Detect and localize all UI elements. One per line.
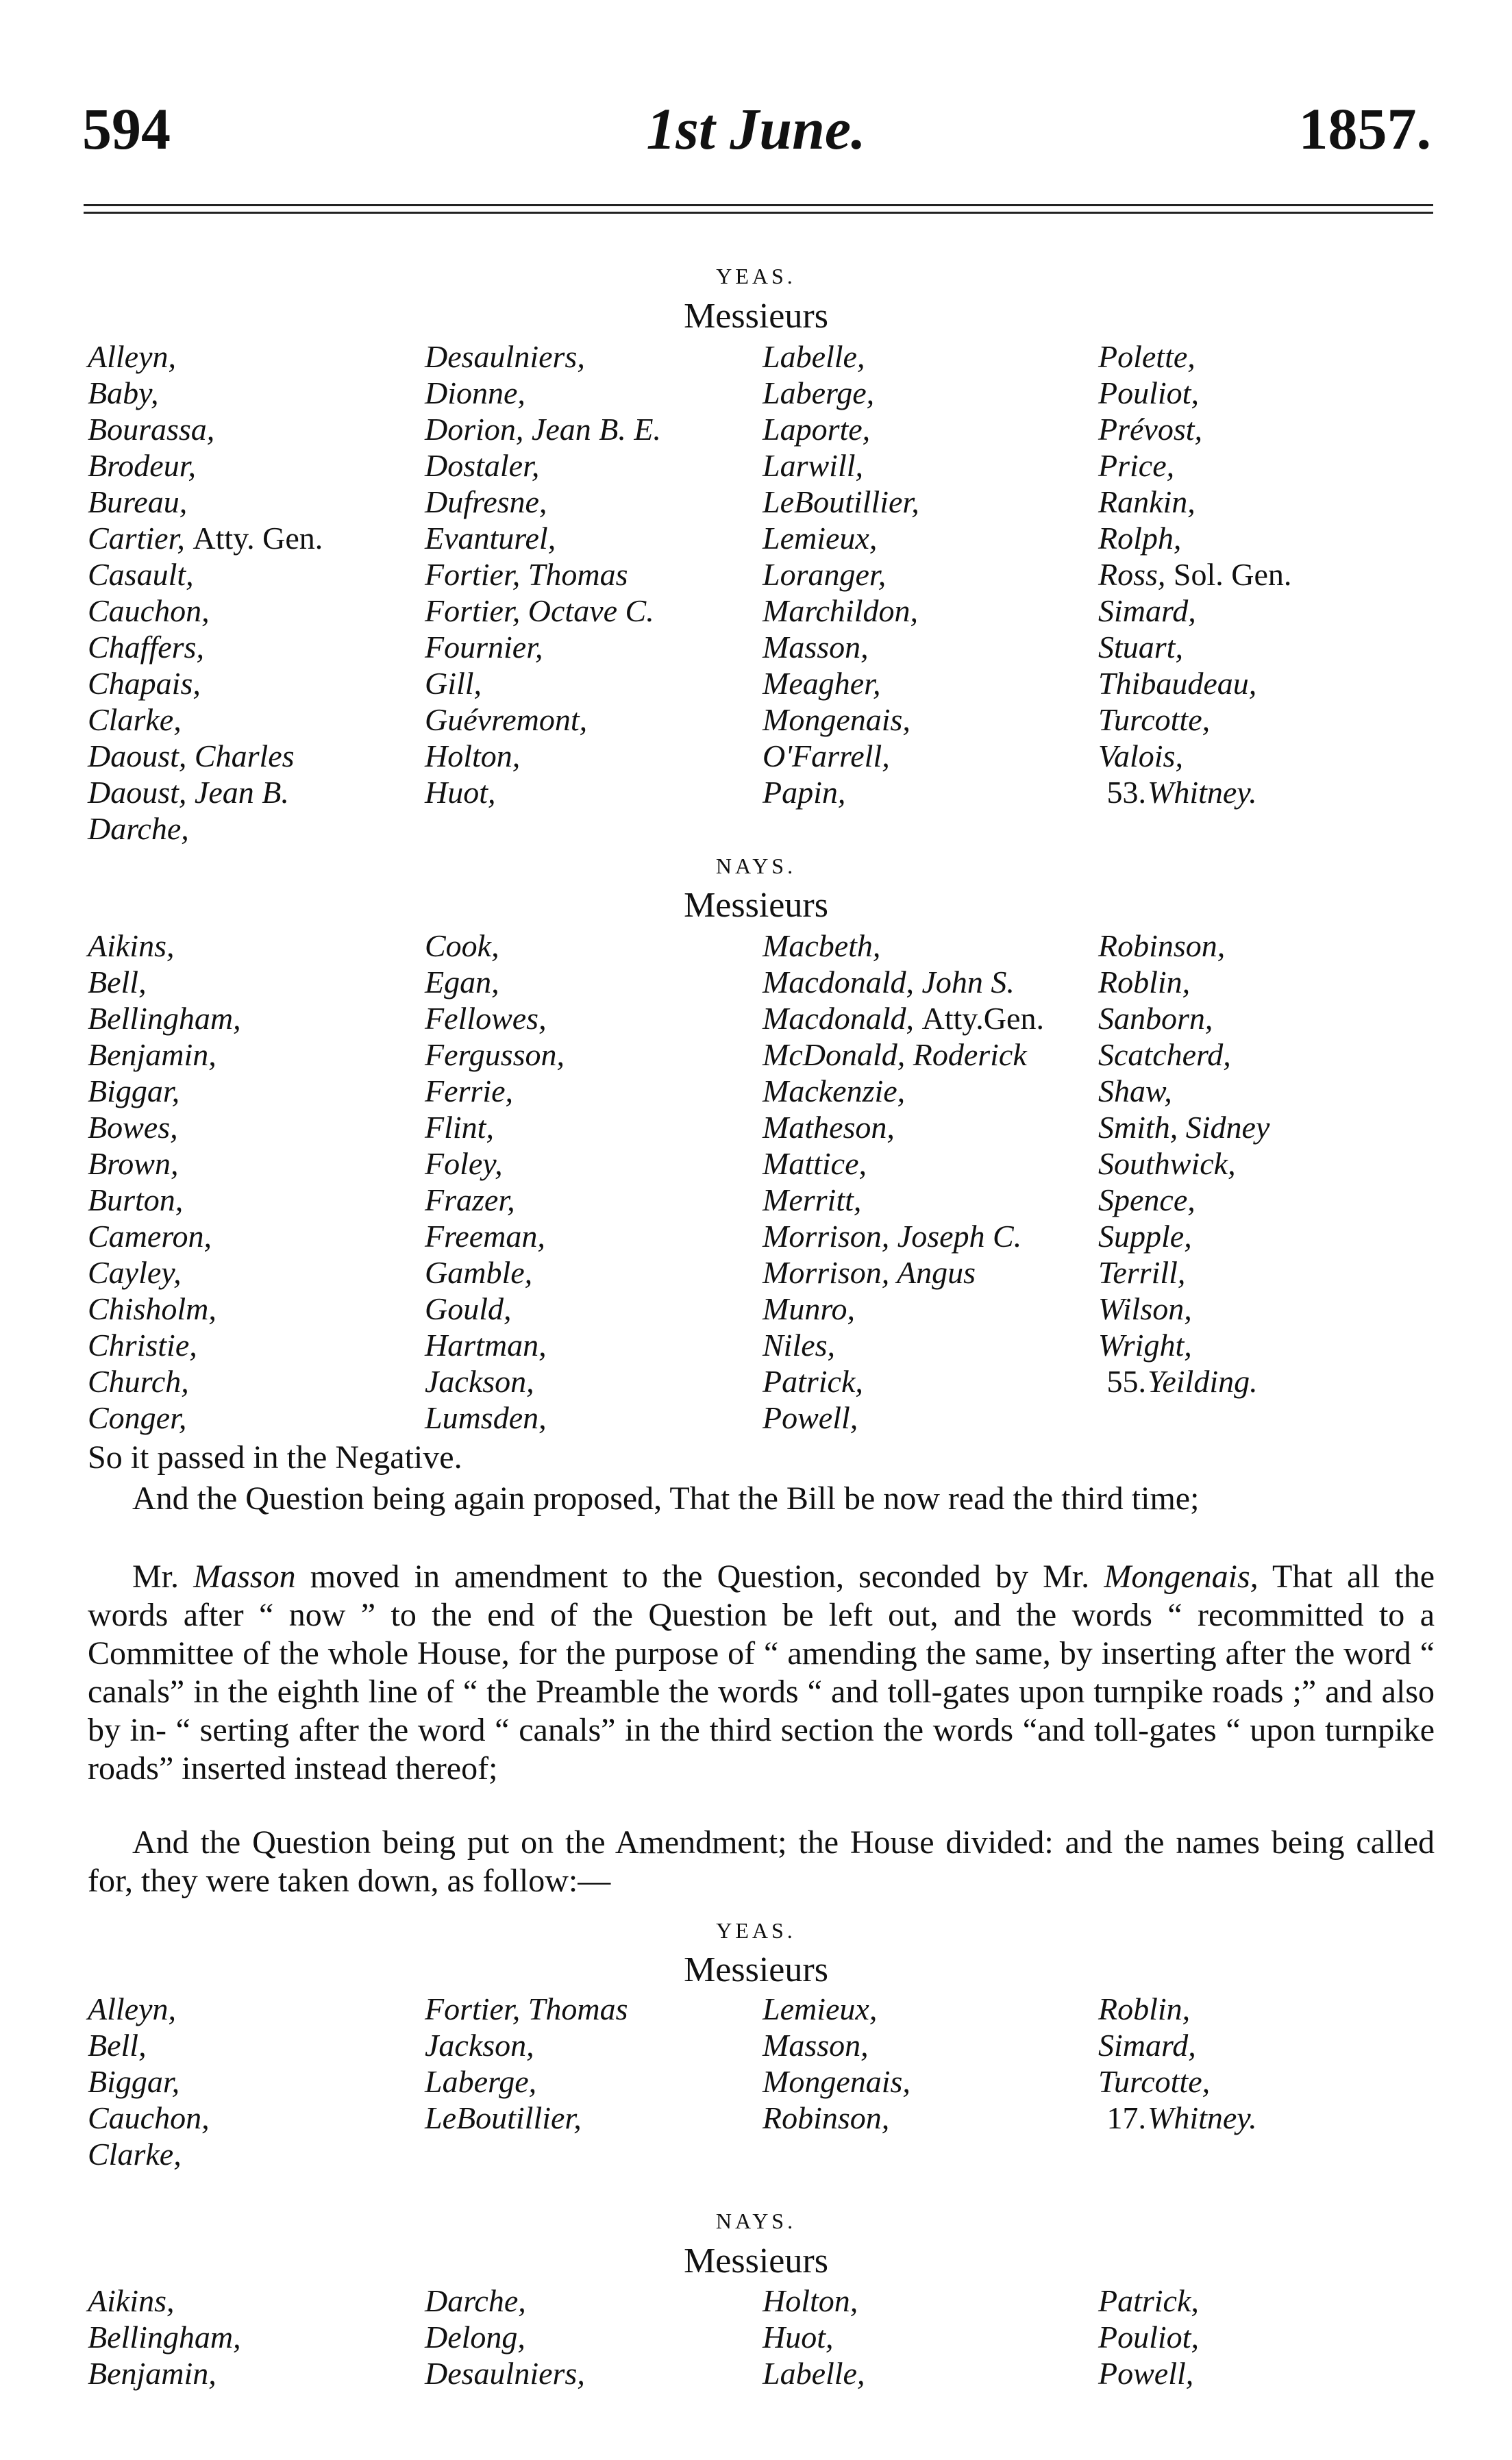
member-name: Turcotte, xyxy=(1098,702,1211,737)
member-name: 53.Whitney. xyxy=(1098,774,1291,810)
member-name: Thibaudeau, xyxy=(1098,666,1257,701)
member-name: Price, xyxy=(1098,448,1175,483)
vote-count: 53. xyxy=(1106,775,1146,810)
member-name: Laberge, xyxy=(763,375,875,410)
member-name: Roblin, xyxy=(1098,965,1191,999)
amendment-paragraph: Mr. Masson moved in amendment to the Question, seconded by Mr. Mongenais, That all the words after “ now ” to the end of the Question be left out, and the words “ recommitted to a Committee of the whole House, for the purpose of “ amending the same, by inserting after the word “ canals” in the eighth line of “ the Preamble the words “ and toll-gates upon turnpike roads ;” and also by in- “ serting after the word “ canals” in the third section the words “and toll-gates “ upon turnpike roads” inserted instead thereof; xyxy=(88,1558,1435,1787)
member-name: Masson, xyxy=(763,2028,869,2063)
member-name: Gamble, xyxy=(425,1255,533,1290)
member-name: Freeman, xyxy=(425,1219,545,1254)
member-name: Bowes, xyxy=(88,1110,178,1145)
member-name: Morrison, Joseph C. xyxy=(763,1219,1022,1254)
member-name: Labelle, xyxy=(763,339,865,374)
member-name: Macdonald, Atty.Gen. xyxy=(763,1001,1044,1036)
member-name: Cameron, xyxy=(88,1219,212,1254)
yeas-label: YEAS. xyxy=(716,1918,796,1943)
member-name: Mackenzie, xyxy=(763,1073,906,1108)
member-name: Daoust, Charles xyxy=(88,738,295,773)
member-name: Lemieux, xyxy=(763,521,878,556)
nays-label: NAYS. xyxy=(715,854,797,878)
member-name: O'Farrell, xyxy=(763,738,890,773)
member-name: Dostaler, xyxy=(425,448,540,483)
yeas-column-1 xyxy=(88,1991,210,2172)
member-name: Merritt, xyxy=(763,1182,862,1217)
member-name: Daoust, Jean B. xyxy=(88,775,289,810)
nays-column-2 xyxy=(425,2283,585,2391)
member-name: Darche, xyxy=(425,2283,526,2318)
member-name: Cayley, xyxy=(88,1255,182,1290)
nays-label: NAYS. xyxy=(715,2209,797,2233)
member-name: Aikins, xyxy=(88,2283,175,2318)
member-name: Southwick, xyxy=(1098,1146,1236,1181)
member-name: Biggar, xyxy=(88,2064,180,2099)
nays-column-2 xyxy=(425,928,565,1436)
member-name: Robinson, xyxy=(763,2100,890,2135)
member-name: Bureau, xyxy=(88,484,188,519)
member-name: Bellingham, xyxy=(88,2320,241,2355)
member-name: Jackson, xyxy=(425,1364,534,1399)
member-name: Chisholm, xyxy=(88,1291,216,1326)
member-name: Gould, xyxy=(425,1291,512,1326)
member-name: Fellowes, xyxy=(425,1001,547,1036)
member-name: Bellingham, xyxy=(88,1001,241,1036)
member-name: Roblin, xyxy=(1098,1991,1191,2026)
member-name: Pouliot, xyxy=(1098,2320,1199,2355)
member-name: Clarke, xyxy=(88,702,182,737)
member-name: Lemieux, xyxy=(763,1991,878,2026)
member-name: Niles, xyxy=(763,1328,836,1363)
yeas-label: YEAS. xyxy=(716,264,796,288)
member-name: Lumsden, xyxy=(425,1400,547,1435)
member-name: Hartman, xyxy=(425,1328,547,1363)
yeas-column-3 xyxy=(763,1991,910,2136)
member-name: Pouliot, xyxy=(1098,375,1199,410)
member-name: Dufresne, xyxy=(425,484,547,519)
member-name: Wright, xyxy=(1098,1328,1192,1363)
member-name: Huot, xyxy=(763,2320,834,2355)
member-name: Mongenais, xyxy=(1104,1558,1259,1595)
messieurs-label: Messieurs xyxy=(684,2241,828,2281)
member-name: Spence, xyxy=(1098,1182,1195,1217)
member-name: Brodeur, xyxy=(88,448,197,483)
yeas-column-2 xyxy=(425,1991,628,2136)
member-name: Frazer, xyxy=(425,1182,515,1217)
member-name: Dorion, Jean B. E. xyxy=(425,412,661,447)
member-name: Alleyn, xyxy=(88,339,176,374)
yeas-column-4 xyxy=(1098,338,1291,810)
member-name: Guévremont, xyxy=(425,702,588,737)
member-name: Laberge, xyxy=(425,2064,537,2099)
member-name: McDonald, Roderick xyxy=(763,1037,1027,1072)
member-name: Cook, xyxy=(425,928,499,963)
member-name: Munro, xyxy=(763,1291,856,1326)
member-name: Masson, xyxy=(763,630,869,664)
member-name: LeBoutillier, xyxy=(763,484,919,519)
member-name: Scatcherd, xyxy=(1098,1037,1231,1072)
member-name: Turcotte, xyxy=(1098,2064,1211,2099)
member-name: Mongenais, xyxy=(763,702,910,737)
member-name: Rankin, xyxy=(1098,484,1195,519)
member-name: Bell, xyxy=(88,965,147,999)
question-paragraph: And the Question being again proposed, That the Bill be now read the third time; xyxy=(132,1480,1200,1517)
member-name: Ross, Sol. Gen. xyxy=(1098,557,1292,592)
member-name: Alleyn, xyxy=(88,1991,176,2026)
member-name: 17.Whitney. xyxy=(1098,2100,1257,2136)
member-name: Dionne, xyxy=(425,375,525,410)
nays-column-1 xyxy=(88,928,241,1436)
member-name: Powell, xyxy=(763,1400,858,1435)
member-name: Delong, xyxy=(425,2320,525,2355)
member-name: Labelle, xyxy=(763,2356,865,2391)
member-name: Baby, xyxy=(88,375,159,410)
member-name: Valois, xyxy=(1098,738,1183,773)
member-name: Egan, xyxy=(425,965,499,999)
member-name: Aikins, xyxy=(88,928,175,963)
member-name: Conger, xyxy=(88,1400,187,1435)
member-name: Masson xyxy=(193,1558,296,1595)
member-name: Benjamin, xyxy=(88,2356,216,2391)
member-name: Smith, Sidney xyxy=(1098,1110,1270,1145)
member-name: Casault, xyxy=(88,557,194,592)
member-name: Simard, xyxy=(1098,2028,1196,2063)
member-name: Wilson, xyxy=(1098,1291,1192,1326)
member-name: Fergusson, xyxy=(425,1037,565,1072)
messieurs-label: Messieurs xyxy=(684,1950,828,1989)
member-name: Foley, xyxy=(425,1146,503,1181)
messieurs-label: Messieurs xyxy=(684,297,828,336)
member-name: Supple, xyxy=(1098,1219,1192,1254)
yeas-column-2 xyxy=(425,338,661,810)
member-name: Shaw, xyxy=(1098,1073,1172,1108)
member-name: Laporte, xyxy=(763,412,871,447)
member-name: 55.Yeilding. xyxy=(1098,1363,1269,1400)
member-name: Desaulniers, xyxy=(425,2356,585,2391)
member-name: Polette, xyxy=(1098,339,1195,374)
member-name: Huot, xyxy=(425,775,496,810)
member-name: Loranger, xyxy=(763,557,887,592)
header-rule-bottom xyxy=(84,212,1433,214)
member-name: Matheson, xyxy=(763,1110,895,1145)
member-name: Fortier, Octave C. xyxy=(425,593,654,628)
member-name: Larwill, xyxy=(763,448,864,483)
member-name: Darche, xyxy=(88,811,189,846)
page-number: 594 xyxy=(82,96,171,162)
member-name: Macbeth, xyxy=(763,928,881,963)
member-name: LeBoutillier, xyxy=(425,2100,582,2135)
member-name: Jackson, xyxy=(425,2028,534,2063)
member-name: Holton, xyxy=(425,738,521,773)
header-rule-top xyxy=(84,204,1433,206)
member-name: Chaffers, xyxy=(88,630,204,664)
member-name: Fortier, Thomas xyxy=(425,1991,628,2026)
member-name: Biggar, xyxy=(88,1073,180,1108)
member-name: Christie, xyxy=(88,1328,197,1363)
member-name: Gill, xyxy=(425,666,482,701)
nays-column-3 xyxy=(763,928,1044,1436)
member-name: Prévost, xyxy=(1098,412,1203,447)
member-name: Marchildon, xyxy=(763,593,918,628)
member-name: Evanturel, xyxy=(425,521,556,556)
member-name: Cauchon, xyxy=(88,593,210,628)
vote-count: 55. xyxy=(1106,1364,1146,1399)
member-name: Robinson, xyxy=(1098,928,1226,963)
member-name: Morrison, Angus xyxy=(763,1255,976,1290)
member-name: Chapais, xyxy=(88,666,201,701)
member-name: Fortier, Thomas xyxy=(425,557,628,592)
member-name: Desaulniers, xyxy=(425,339,585,374)
member-name: Sanborn, xyxy=(1098,1001,1213,1036)
member-name: Meagher, xyxy=(763,666,881,701)
member-name: Rolph, xyxy=(1098,521,1182,556)
member-name: Brown, xyxy=(88,1146,179,1181)
page-year: 1857. xyxy=(1298,96,1431,162)
member-name: Clarke, xyxy=(88,2137,182,2172)
nays-column-3 xyxy=(763,2283,865,2391)
member-name: Terrill, xyxy=(1098,1255,1186,1290)
member-name: Patrick, xyxy=(1098,2283,1199,2318)
member-name: Cauchon, xyxy=(88,2100,210,2135)
member-name: Fournier, xyxy=(425,630,543,664)
member-name: Benjamin, xyxy=(88,1037,216,1072)
member-name: Bourassa, xyxy=(88,412,215,447)
member-name: Holton, xyxy=(763,2283,858,2318)
member-name: Burton, xyxy=(88,1182,184,1217)
member-name: Mattice, xyxy=(763,1146,867,1181)
member-name: Mongenais, xyxy=(763,2064,910,2099)
member-name: Ferrie, xyxy=(425,1073,514,1108)
result-paragraph: So it passed in the Negative. xyxy=(88,1439,462,1476)
member-name: Cartier, Atty. Gen. xyxy=(88,521,323,556)
nays-column-4 xyxy=(1098,2283,1199,2391)
member-name: Patrick, xyxy=(763,1364,863,1399)
member-name: Church, xyxy=(88,1364,189,1399)
member-name: Bell, xyxy=(88,2028,147,2063)
nays-column-4 xyxy=(1098,928,1269,1400)
yeas-column-4 xyxy=(1098,1991,1257,2136)
member-name: Macdonald, John S. xyxy=(763,965,1015,999)
messieurs-label: Messieurs xyxy=(684,886,828,925)
yeas-column-3 xyxy=(763,338,919,810)
member-name: Stuart, xyxy=(1098,630,1183,664)
nays-column-1 xyxy=(88,2283,241,2391)
member-name: Flint, xyxy=(425,1110,494,1145)
member-name: Papin, xyxy=(763,775,846,810)
division-paragraph: And the Question being put on the Amendment; the House divided: and the names being called for, they were taken down, as follow:— xyxy=(88,1824,1435,1899)
yeas-column-1 xyxy=(88,338,323,847)
vote-count: 17. xyxy=(1106,2100,1146,2135)
member-name: Simard, xyxy=(1098,593,1196,628)
member-name: Powell, xyxy=(1098,2356,1194,2391)
page-date: 1st June. xyxy=(646,96,866,162)
